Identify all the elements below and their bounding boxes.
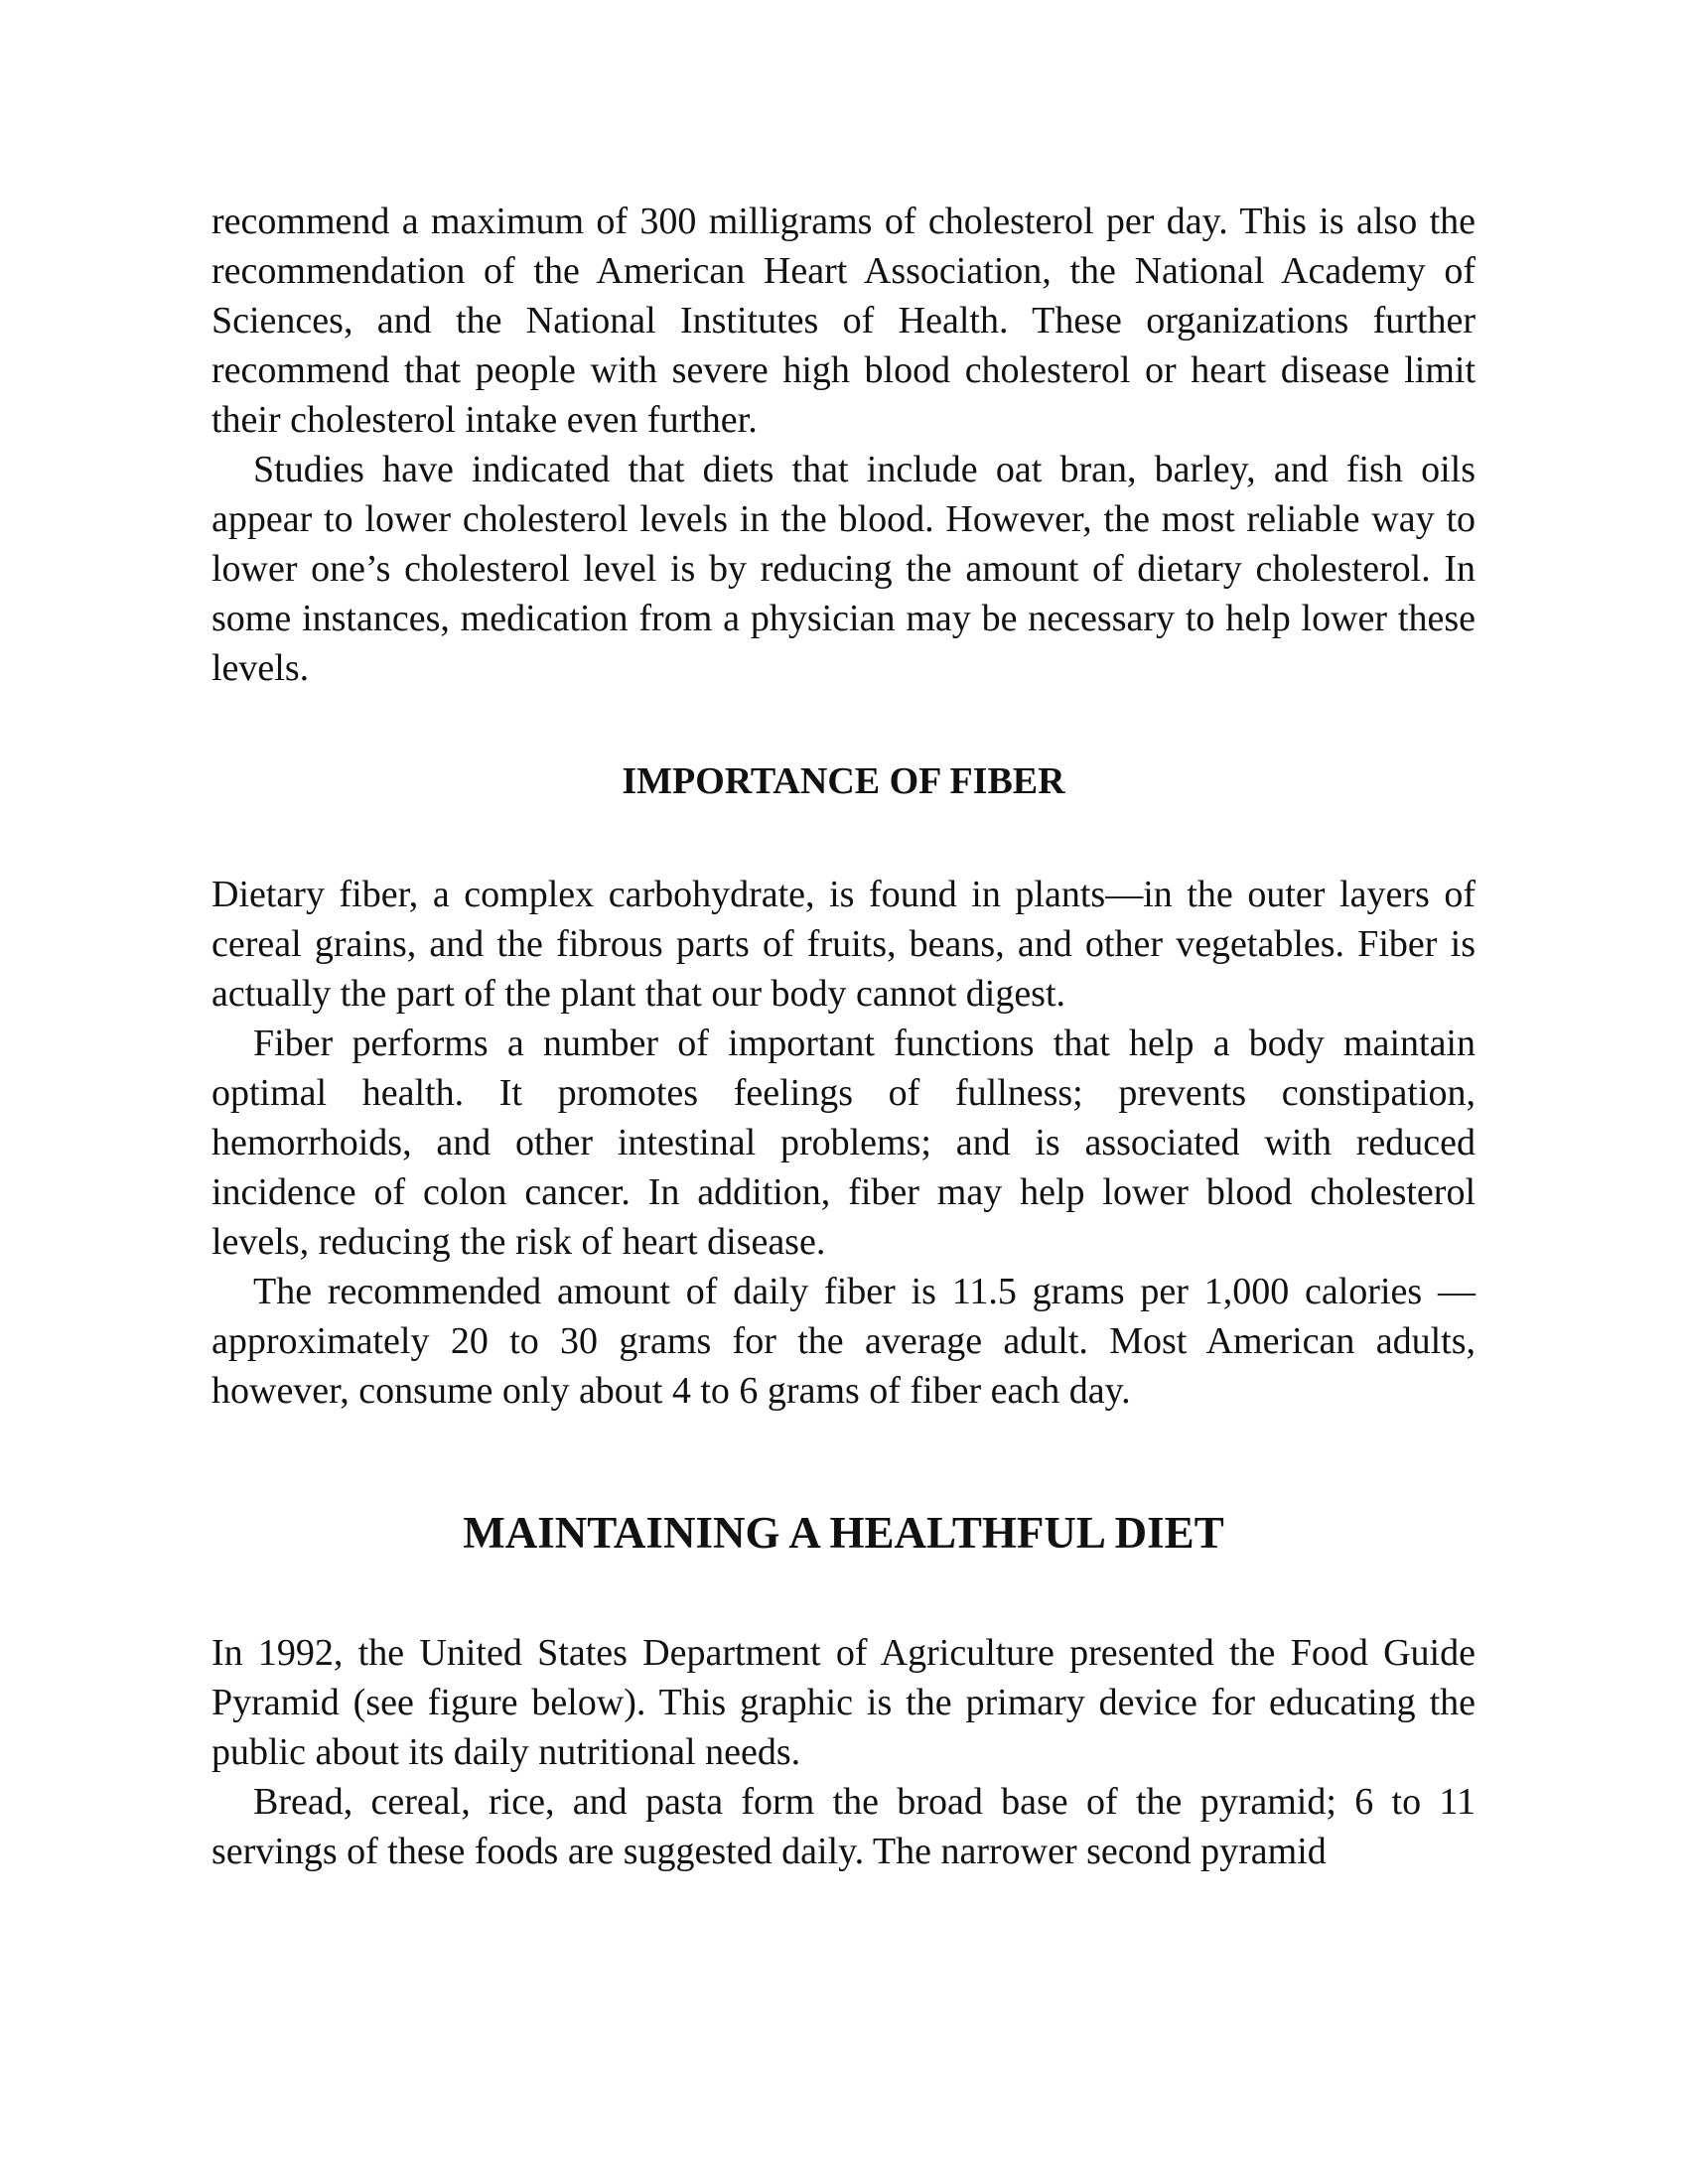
- paragraph-cholesterol-diet: Studies have indicated that diets that include oat bran, barley, and fish oils appear to lower cholesterol levels in the blood. However, the most reliable way to lower one’s cholesterol level is by reducing the amount of dietary cholesterol. In some instances, medication from a physician may be necessary to help lower these levels.: [211, 449, 1476, 689]
- heading-maintaining-healthful-diet: MAINTAINING A HEALTHFUL DIET: [463, 1508, 1224, 1558]
- paragraph-pyramid-base: Bread, cereal, rice, and pasta form the broad base of the pyramid; 6 to 11 servings of these foods are suggested daily. The narrower second pyramid: [211, 1781, 1476, 1872]
- paragraph-fiber-amount: The recommended amount of daily fiber is 11.5 grams per 1,000 calories —approximately 20 to 30 grams for the average adult. Most American adults, however, consume only about 4 to 6 grams of fiber each day.: [211, 1271, 1476, 1412]
- paragraph-fiber-definition: Dietary fiber, a complex carbohydrate, is found in plants—in the outer layers of cereal grains, and the fibrous parts of fruits, beans, and other vegetables. Fiber is actually the part of the plant that our body cannot digest.: [211, 874, 1476, 1015]
- document-page: [211, 197, 1476, 1876]
- paragraph-fiber-functions: Fiber performs a number of important functions that help a body maintain optimal health. It promotes feelings of fullness; prevents constipation, hemorrhoids, and other intestinal problems; and is associated with reduced incidence of colon cancer. In addition, fiber may help lower blood cholesterol levels, reducing the risk of heart disease.: [211, 1023, 1476, 1263]
- heading-importance-of-fiber: IMPORTANCE OF FIBER: [622, 760, 1065, 802]
- paragraph-food-guide-pyramid: In 1992, the United States Department of Agriculture presented the Food Guide Pyramid (see figure below). This graphic is the primary device for educating the public about its daily nutritional needs.: [211, 1632, 1476, 1773]
- paragraph-cholesterol-recommendation: recommend a maximum of 300 milligrams of cholesterol per day. This is also the recommendation of the American Heart Association, the National Academy of Sciences, and the National Institutes of Health. These organizations further recommend that people with severe high blood cholesterol or heart disease limit their cholesterol intake even further.: [211, 201, 1476, 441]
